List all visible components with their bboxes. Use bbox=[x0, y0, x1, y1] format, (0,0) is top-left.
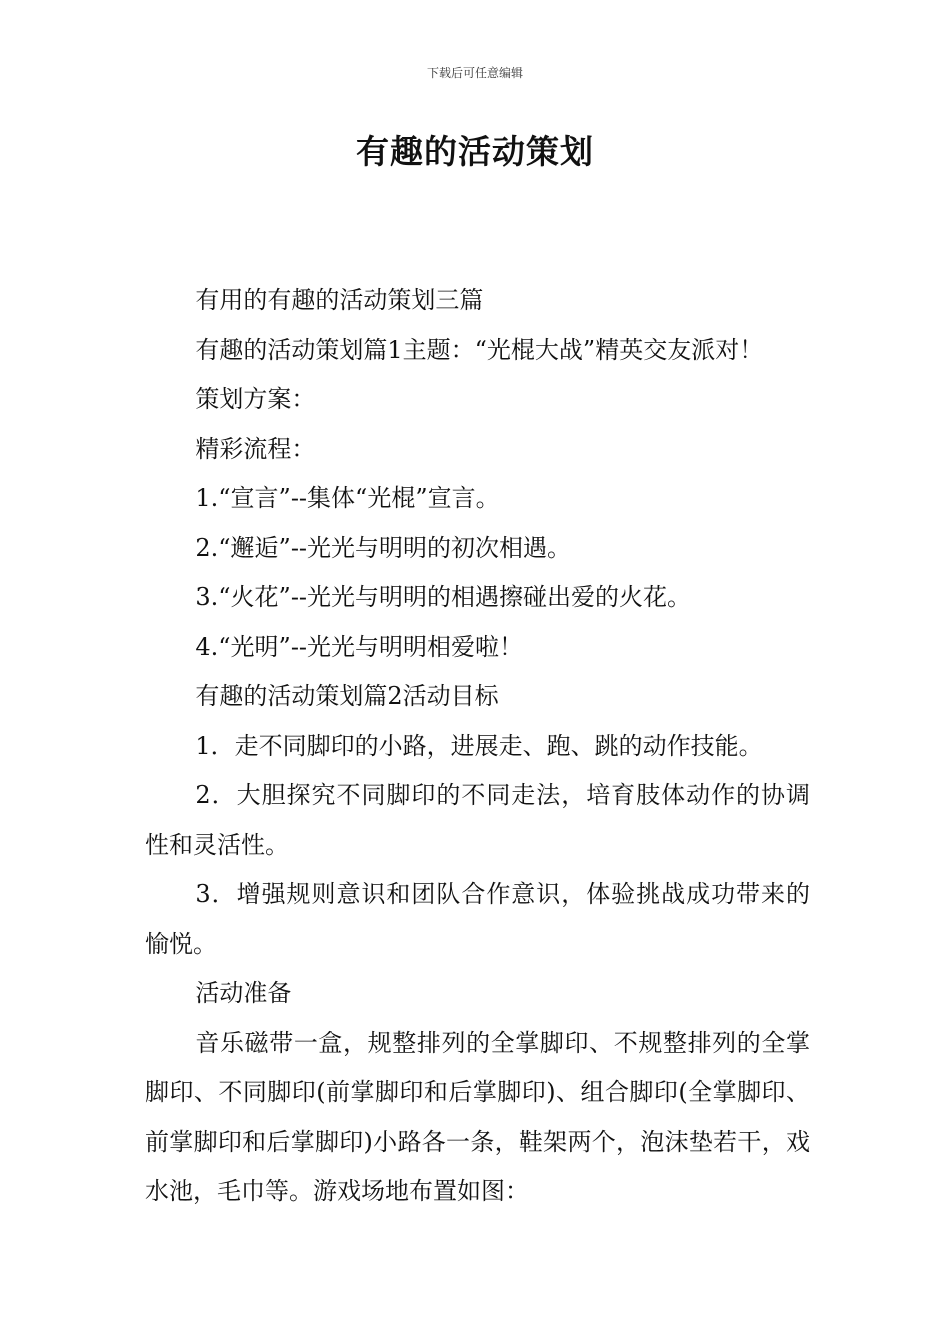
page-title: 有趣的活动策划 bbox=[356, 132, 594, 171]
document-body bbox=[145, 276, 810, 1217]
paragraph: 2．大胆探究不同脚印的不同走法，培育肢体动作的协调性和灵活性。 bbox=[145, 781, 810, 859]
header-note: 下载后可任意编辑 bbox=[426, 66, 523, 80]
paragraph: 音乐磁带一盒，规整排列的全掌脚印、不规整排列的全掌脚印、不同脚印(前掌脚印和后掌脚印)、组合脚印(全掌脚印、前掌脚印和后掌脚印)小路各一条，鞋架两个，泡沫垫若干，戏水池，毛巾等。游戏场地布置如图： bbox=[145, 1028, 810, 1205]
paragraph: 1.“宣言”--集体“光棍”宣言。 bbox=[195, 484, 500, 512]
paragraph: 有用的有趣的活动策划三篇 bbox=[195, 286, 484, 314]
paragraph: 有趣的活动策划篇2活动目标 bbox=[195, 682, 499, 710]
paragraph: 3．增强规则意识和团队合作意识，体验挑战成功带来的愉悦。 bbox=[145, 880, 810, 958]
paragraph: 2.“邂逅”--光光与明明的初次相遇。 bbox=[195, 533, 572, 562]
paragraph: 3.“火花”--光光与明明的相遇擦碰出爱的火花。 bbox=[195, 583, 692, 611]
paragraph: 活动准备 bbox=[195, 979, 292, 1007]
paragraph: 有趣的活动策划篇1主题：“光棍大战”精英交友派对！ bbox=[195, 335, 764, 364]
paragraph: 策划方案： bbox=[195, 385, 316, 413]
paragraph: 4.“光明”--光光与明明相爱啦！ bbox=[195, 632, 524, 661]
paragraph: 精彩流程： bbox=[195, 434, 316, 463]
paragraph: 1．走不同脚印的小路，进展走、跑、跳的动作技能。 bbox=[195, 731, 763, 760]
